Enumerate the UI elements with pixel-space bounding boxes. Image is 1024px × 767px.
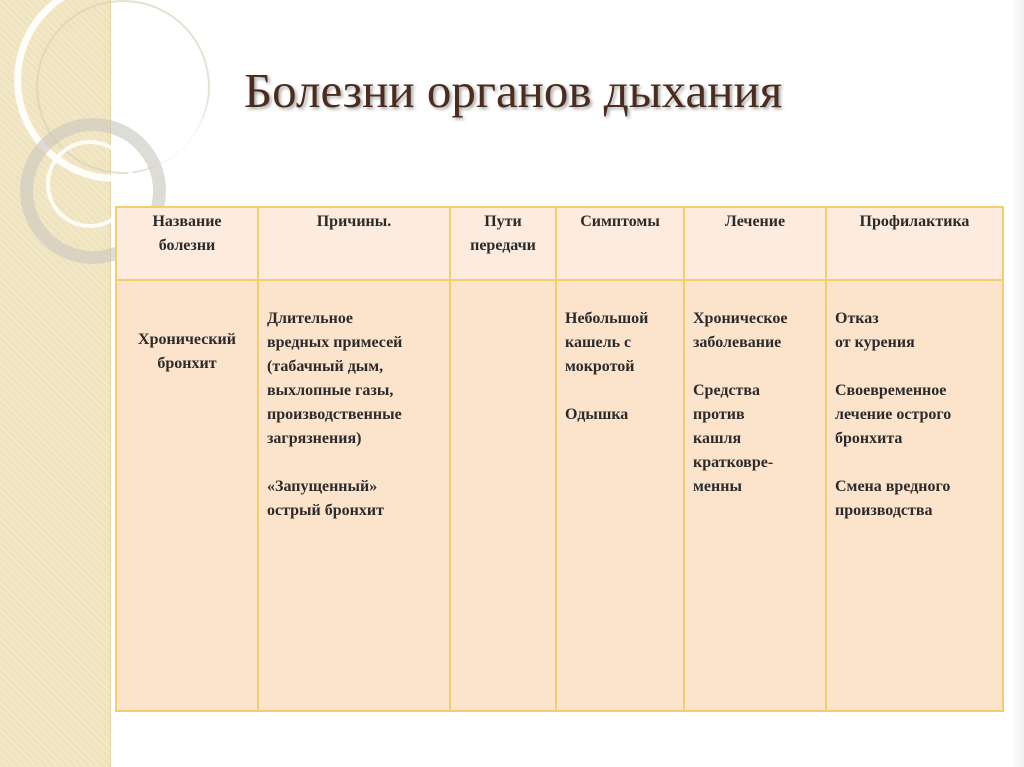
table-row (116, 280, 1003, 711)
header-causes: Причины. (258, 207, 450, 280)
cell-causes: Длительное вредных примесей (табачный дым, выхлопные газы, производственные загрязнения) «Запущенный» острый бронхит (258, 280, 450, 711)
cell-treatment: Хроническое заболевание Средства против кашля кратковре- менны (684, 280, 826, 711)
slide-edge-shadow (1010, 0, 1024, 767)
disease-table (115, 206, 1004, 712)
table-header-row (116, 207, 1003, 280)
slide-title: Болезни органов дыхания (244, 63, 783, 118)
cell-transmission (450, 280, 556, 711)
header-symptoms: Симптомы (556, 207, 684, 280)
header-treatment: Лечение (684, 207, 826, 280)
cell-disease-name: Хронический бронхит (116, 280, 258, 711)
cell-symptoms: Небольшой кашель с мокротой Одышка (556, 280, 684, 711)
header-name: Название болезни (116, 207, 258, 280)
header-prevention: Профилактика (826, 207, 1003, 280)
cell-prevention: Отказ от курения Своевременное лечение острого бронхита Смена вредного производства (826, 280, 1003, 711)
header-transmission: Пути передачи (450, 207, 556, 280)
